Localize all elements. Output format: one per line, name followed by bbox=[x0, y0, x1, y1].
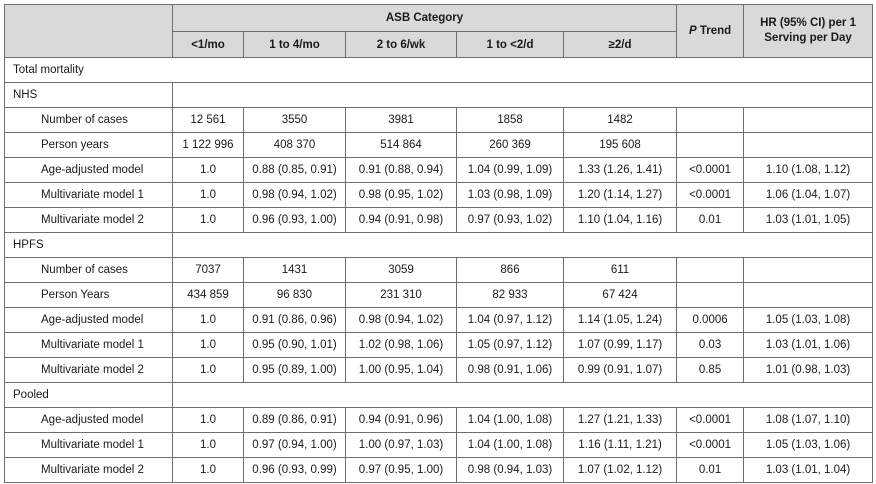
table-body bbox=[5, 58, 873, 483]
value-cell: 514 864 bbox=[346, 133, 457, 158]
value-cell: 67 424 bbox=[564, 283, 677, 308]
hr-cell: 1.03 (1.01, 1.04) bbox=[744, 458, 873, 483]
total-mortality-label: Total mortality bbox=[5, 58, 873, 83]
p-trend-cell: 0.0006 bbox=[677, 308, 744, 333]
value-cell: 1.27 (1.21, 1.33) bbox=[564, 408, 677, 433]
table-row bbox=[5, 433, 873, 458]
p-trend-cell: 0.03 bbox=[677, 333, 744, 358]
value-cell: 611 bbox=[564, 258, 677, 283]
value-cell: 1.02 (0.98, 1.06) bbox=[346, 333, 457, 358]
value-cell: 1.03 (0.98, 1.09) bbox=[457, 183, 564, 208]
value-cell: 1.0 bbox=[173, 358, 244, 383]
row-label: Age-adjusted model bbox=[5, 308, 173, 333]
value-cell: 1431 bbox=[244, 258, 346, 283]
table-row bbox=[5, 408, 873, 433]
row-label: Person Years bbox=[5, 283, 173, 308]
value-cell: 1.04 (1.00, 1.08) bbox=[457, 433, 564, 458]
table-row bbox=[5, 458, 873, 483]
table-row bbox=[5, 183, 873, 208]
table-row bbox=[5, 333, 873, 358]
value-cell: 195 608 bbox=[564, 133, 677, 158]
hr-cell: 1.03 (1.01, 1.06) bbox=[744, 333, 873, 358]
asb-category-header: ASB Category bbox=[173, 5, 677, 32]
value-cell: 231 310 bbox=[346, 283, 457, 308]
table-row bbox=[5, 308, 873, 333]
value-cell: 0.94 (0.91, 0.96) bbox=[346, 408, 457, 433]
group-header-filler bbox=[173, 383, 873, 408]
row-label: Age-adjusted model bbox=[5, 158, 173, 183]
table-row bbox=[5, 158, 873, 183]
mortality-results-table bbox=[4, 4, 873, 483]
group-name: Pooled bbox=[5, 383, 173, 408]
trend-label: Trend bbox=[699, 25, 732, 37]
value-cell: 0.95 (0.90, 1.01) bbox=[244, 333, 346, 358]
value-cell: 7037 bbox=[173, 258, 244, 283]
value-cell: 82 933 bbox=[457, 283, 564, 308]
hr-cell: 1.10 (1.08, 1.12) bbox=[744, 158, 873, 183]
value-cell: 96 830 bbox=[244, 283, 346, 308]
p-trend-cell: 0.01 bbox=[677, 458, 744, 483]
p-trend-cell: 0.85 bbox=[677, 358, 744, 383]
row-label: Multivariate model 1 bbox=[5, 433, 173, 458]
value-cell: 0.98 (0.94, 1.02) bbox=[244, 183, 346, 208]
value-cell: 1.0 bbox=[173, 333, 244, 358]
table-row bbox=[5, 208, 873, 233]
p-italic-label: P bbox=[688, 25, 697, 37]
p-trend-cell: <0.0001 bbox=[677, 408, 744, 433]
value-cell: 3550 bbox=[244, 108, 346, 133]
value-cell: 1482 bbox=[564, 108, 677, 133]
value-cell: 1.20 (1.14, 1.27) bbox=[564, 183, 677, 208]
value-cell: 1.07 (0.99, 1.17) bbox=[564, 333, 677, 358]
value-cell: 1.0 bbox=[173, 308, 244, 333]
total-mortality-row bbox=[5, 58, 873, 83]
p-trend-cell: <0.0001 bbox=[677, 183, 744, 208]
column-header: <1/mo bbox=[173, 32, 244, 58]
group-name: NHS bbox=[5, 83, 173, 108]
hr-cell bbox=[744, 108, 873, 133]
value-cell: 0.94 (0.91, 0.98) bbox=[346, 208, 457, 233]
hr-cell: 1.08 (1.07, 1.10) bbox=[744, 408, 873, 433]
value-cell: 1.04 (0.97, 1.12) bbox=[457, 308, 564, 333]
value-cell: 1.33 (1.26, 1.41) bbox=[564, 158, 677, 183]
value-cell: 1.0 bbox=[173, 458, 244, 483]
p-trend-cell bbox=[677, 258, 744, 283]
value-cell: 1.16 (1.11, 1.21) bbox=[564, 433, 677, 458]
value-cell: 0.96 (0.93, 0.99) bbox=[244, 458, 346, 483]
value-cell: 1.10 (1.04, 1.16) bbox=[564, 208, 677, 233]
p-trend-cell bbox=[677, 108, 744, 133]
row-label: Multivariate model 1 bbox=[5, 333, 173, 358]
row-label: Number of cases bbox=[5, 108, 173, 133]
value-cell: 1.04 (0.99, 1.09) bbox=[457, 158, 564, 183]
row-label: Multivariate model 1 bbox=[5, 183, 173, 208]
value-cell: 0.89 (0.86, 0.91) bbox=[244, 408, 346, 433]
row-label: Age-adjusted model bbox=[5, 408, 173, 433]
value-cell: 1.00 (0.97, 1.03) bbox=[346, 433, 457, 458]
results-table-container bbox=[4, 4, 872, 483]
value-cell: 0.97 (0.94, 1.00) bbox=[244, 433, 346, 458]
value-cell: 3059 bbox=[346, 258, 457, 283]
hr-cell: 1.06 (1.04, 1.07) bbox=[744, 183, 873, 208]
table-row bbox=[5, 108, 873, 133]
value-cell: 0.99 (0.91, 1.07) bbox=[564, 358, 677, 383]
value-cell: 0.97 (0.95, 1.00) bbox=[346, 458, 457, 483]
value-cell: 3981 bbox=[346, 108, 457, 133]
hr-cell: 1.03 (1.01, 1.05) bbox=[744, 208, 873, 233]
group-header-row bbox=[5, 383, 873, 408]
table-row bbox=[5, 258, 873, 283]
value-cell: 0.98 (0.95, 1.02) bbox=[346, 183, 457, 208]
hr-cell bbox=[744, 133, 873, 158]
p-trend-header bbox=[677, 5, 744, 58]
value-cell: 1.0 bbox=[173, 208, 244, 233]
p-trend-cell: 0.01 bbox=[677, 208, 744, 233]
p-trend-cell bbox=[677, 283, 744, 308]
value-cell: 0.91 (0.88, 0.94) bbox=[346, 158, 457, 183]
row-label: Multivariate model 2 bbox=[5, 208, 173, 233]
value-cell: 0.98 (0.94, 1.03) bbox=[457, 458, 564, 483]
hr-cell: 1.05 (1.03, 1.08) bbox=[744, 308, 873, 333]
value-cell: 0.91 (0.86, 0.96) bbox=[244, 308, 346, 333]
group-header-filler bbox=[173, 233, 873, 258]
value-cell: 0.98 (0.91, 1.06) bbox=[457, 358, 564, 383]
value-cell: 260 369 bbox=[457, 133, 564, 158]
value-cell: 1 122 996 bbox=[173, 133, 244, 158]
row-label: Person years bbox=[5, 133, 173, 158]
value-cell: 434 859 bbox=[173, 283, 244, 308]
value-cell: 1.14 (1.05, 1.24) bbox=[564, 308, 677, 333]
table-row bbox=[5, 283, 873, 308]
value-cell: 1.0 bbox=[173, 158, 244, 183]
header-corner-cell bbox=[5, 5, 173, 58]
value-cell: 0.95 (0.89, 1.00) bbox=[244, 358, 346, 383]
value-cell: 1.00 (0.95, 1.04) bbox=[346, 358, 457, 383]
value-cell: 1.0 bbox=[173, 433, 244, 458]
value-cell: 0.97 (0.93, 1.02) bbox=[457, 208, 564, 233]
value-cell: 1.05 (0.97, 1.12) bbox=[457, 333, 564, 358]
value-cell: 12 561 bbox=[173, 108, 244, 133]
column-header: 1 to 4/mo bbox=[244, 32, 346, 58]
value-cell: 408 370 bbox=[244, 133, 346, 158]
value-cell: 1.07 (1.02, 1.12) bbox=[564, 458, 677, 483]
group-header-row bbox=[5, 83, 873, 108]
hr-cell: 1.01 (0.98, 1.03) bbox=[744, 358, 873, 383]
value-cell: 0.98 (0.94, 1.02) bbox=[346, 308, 457, 333]
hr-header: HR (95% CI) per 1 Serving per Day bbox=[744, 5, 873, 58]
value-cell: 1.04 (1.00, 1.08) bbox=[457, 408, 564, 433]
column-header: ≥2/d bbox=[564, 32, 677, 58]
p-trend-cell bbox=[677, 133, 744, 158]
table-row bbox=[5, 358, 873, 383]
row-label: Number of cases bbox=[5, 258, 173, 283]
value-cell: 0.88 (0.85, 0.91) bbox=[244, 158, 346, 183]
column-header: 2 to 6/wk bbox=[346, 32, 457, 58]
p-trend-cell: <0.0001 bbox=[677, 433, 744, 458]
group-name: HPFS bbox=[5, 233, 173, 258]
value-cell: 1858 bbox=[457, 108, 564, 133]
value-cell: 866 bbox=[457, 258, 564, 283]
value-cell: 1.0 bbox=[173, 183, 244, 208]
column-header: 1 to <2/d bbox=[457, 32, 564, 58]
row-label: Multivariate model 2 bbox=[5, 458, 173, 483]
value-cell: 0.96 (0.93, 1.00) bbox=[244, 208, 346, 233]
header-row-1 bbox=[5, 5, 873, 32]
group-header-row bbox=[5, 233, 873, 258]
hr-cell: 1.05 (1.03, 1.06) bbox=[744, 433, 873, 458]
p-trend-cell: <0.0001 bbox=[677, 158, 744, 183]
group-header-filler bbox=[173, 83, 873, 108]
hr-cell bbox=[744, 283, 873, 308]
row-label: Multivariate model 2 bbox=[5, 358, 173, 383]
hr-cell bbox=[744, 258, 873, 283]
value-cell: 1.0 bbox=[173, 408, 244, 433]
table-row bbox=[5, 133, 873, 158]
